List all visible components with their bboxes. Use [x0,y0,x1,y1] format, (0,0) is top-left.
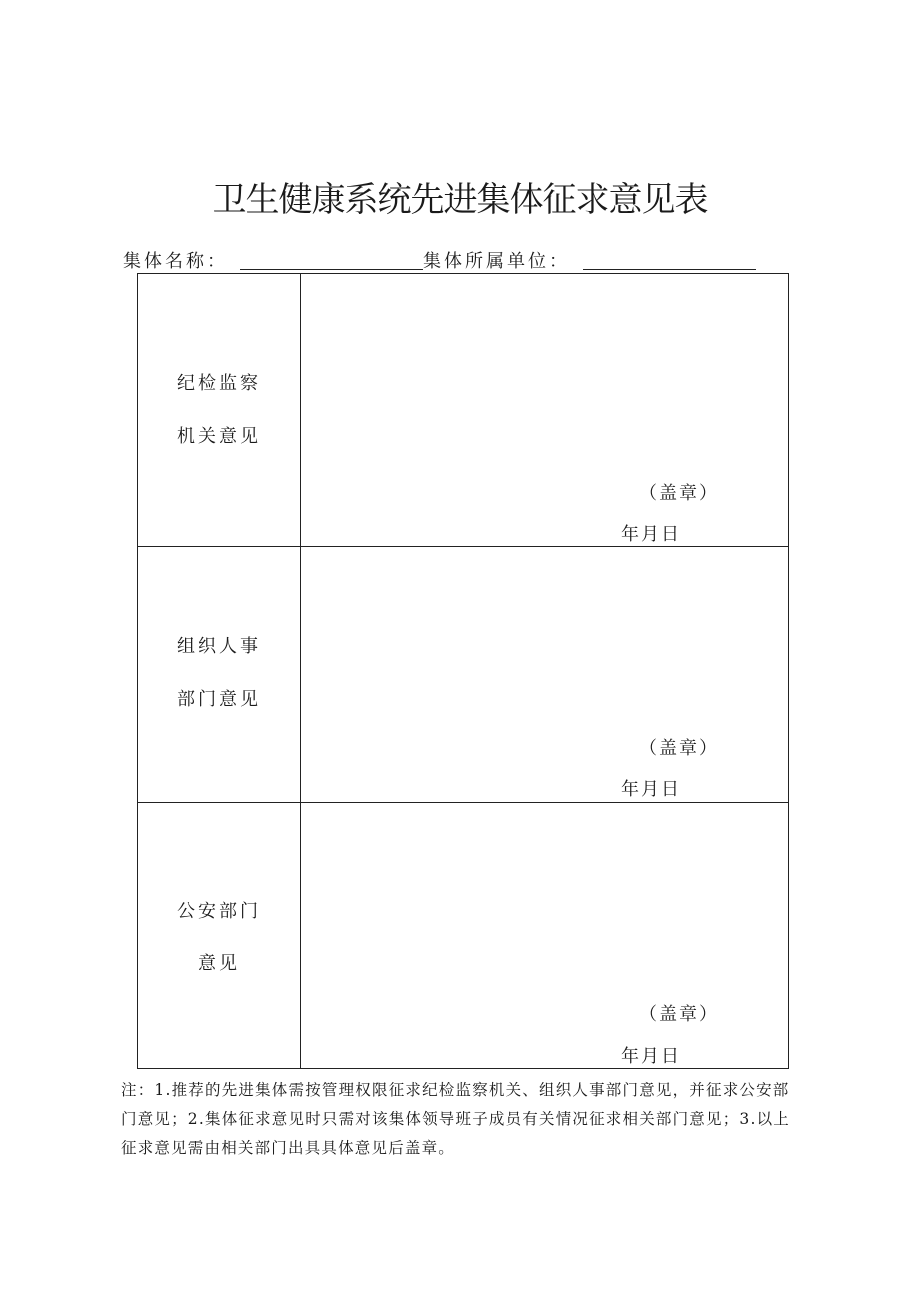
row-label-line2: 意见 [198,953,240,974]
unit-label: 集体所属单位： [423,251,570,272]
date-text: 年月日 [621,524,681,545]
row-label-line1: 纪检监察 [177,373,261,394]
header-fields [123,247,763,275]
form-title: 卫生健康系统先进集体征求意见表 [212,180,708,220]
row-label-line1: 公安部门 [177,901,261,922]
date-text: 年月日 [621,779,681,800]
opinion-cell[interactable] [301,274,789,547]
seal-text: （盖章） [639,483,719,504]
collective-name-label: 集体名称： [123,251,228,272]
table-row-discipline [138,274,789,547]
row-label-cell [138,803,301,1069]
opinion-cell[interactable] [301,547,789,803]
seal-text: （盖章） [639,1004,719,1025]
collective-name-field[interactable] [240,269,423,270]
row-label-line2: 部门意见 [177,689,261,710]
table-row-personnel [138,547,789,803]
row-label-cell [138,547,301,803]
date-text: 年月日 [621,1046,681,1067]
opinion-table [137,273,789,1069]
row-label-line2: 机关意见 [177,426,261,447]
row-label-line1: 组织人事 [177,636,261,657]
row-label-cell [138,274,301,547]
unit-field[interactable] [583,269,756,270]
table-row-police [138,803,789,1069]
opinion-cell[interactable] [301,803,789,1069]
seal-text: （盖章） [639,738,719,759]
footnote: 注：1.推荐的先进集体需按管理权限征求纪检监察机关、组织人事部门意见，并征求公安部门意见；2.集体征求意见时只需对该集体领导班子成员有关情况征求相关部门意见；3.以上征求意见需由相关部门出具具体意见后盖章。 [121,1081,790,1157]
